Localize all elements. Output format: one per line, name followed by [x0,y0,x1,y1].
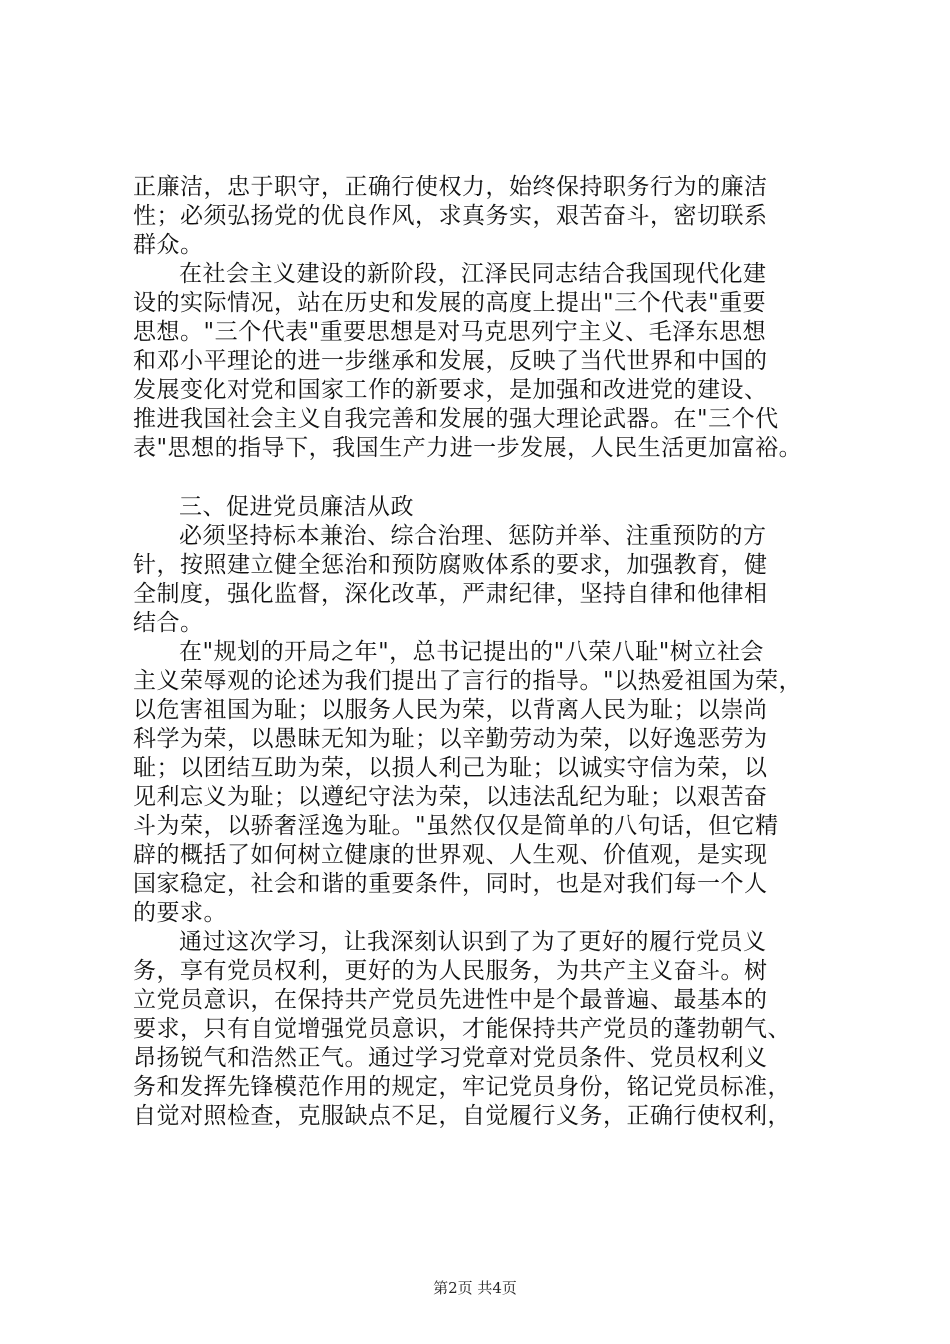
text-line: 务，享有党员权利，更好的为人民服务，为共产主义奋斗。树 [133,958,768,984]
text-line: 昂扬锐气和浩然正气。通过学习党章对党员条件、党员权利义 [133,1045,768,1071]
text-line: 自觉对照检查，克服缺点不足，自觉履行义务，正确行使权利， [133,1103,791,1129]
text-line: 立党员意识，在保持共产党员先进性中是个最普遍、最基本的 [133,987,768,1013]
text-line: 的要求。 [133,900,227,926]
text-line: 科学为荣，以愚昧无知为耻；以辛勤劳动为荣，以好逸恶劳为 [133,726,768,752]
text-line: 斗为荣，以骄奢淫逸为耻。"虽然仅仅是简单的八句话，但它精 [133,813,779,839]
text-line: 正廉洁，忠于职守，正确行使权力，始终保持职务行为的廉洁 [133,174,768,200]
text-line: 要求，只有自觉增强党员意识，才能保持共产党员的蓬勃朝气、 [133,1016,791,1042]
text-line: 结合。 [133,610,204,636]
document-body [133,173,833,1131]
paragraph-start-line: 通过这次学习，让我深刻认识到了为了更好的履行党员义 [179,929,767,955]
text-line: 群众。 [133,232,204,258]
section-heading: 三、促进党员廉洁从政 [179,494,414,520]
text-line: 以危害祖国为耻；以服务人民为荣，以背离人民为耻；以崇尚 [133,697,768,723]
text-line: 辟的概括了如何树立健康的世界观、人生观、价值观，是实现 [133,842,768,868]
text-line: 针，按照建立健全惩治和预防腐败体系的要求，加强教育，健 [133,552,768,578]
text-line: 表"思想的指导下，我国生产力进一步发展，人民生活更加富裕。 [133,435,803,461]
text-line: 设的实际情况，站在历史和发展的高度上提出"三个代表"重要 [133,290,767,316]
text-line: 见利忘义为耻；以遵纪守法为荣，以违法乱纪为耻；以艰苦奋 [133,784,768,810]
page-number-footer: 第2页 共4页 [433,1279,517,1297]
paragraph-gap [133,463,833,493]
text-line: 发展变化对党和国家工作的新要求，是加强和改进党的建设、 [133,377,768,403]
text-line: 务和发挥先锋模范作用的规定，牢记党员身份，铭记党员标准， [133,1074,791,1100]
text-line: 主义荣辱观的论述为我们提出了言行的指导。"以热爱祖国为荣， [133,668,803,694]
text-line: 思想。"三个代表"重要思想是对马克思列宁主义、毛泽东思想 [133,319,767,345]
text-line: 性；必须弘扬党的优良作风，求真务实，艰苦奋斗，密切联系 [133,203,768,229]
text-line: 全制度，强化监督，深化改革，严肃纪律，坚持自律和他律相 [133,581,768,607]
text-line: 推进我国社会主义自我完善和发展的强大理论武器。在"三个代 [133,406,779,432]
text-line: 国家稳定，社会和谐的重要条件，同时，也是对我们每一个人 [133,871,768,897]
paragraph-start-line: 必须坚持标本兼治、综合治理、惩防并举、注重预防的方 [179,523,767,549]
text-line: 耻；以团结互助为荣，以损人利己为耻；以诚实守信为荣，以 [133,755,768,781]
text-line: 和邓小平理论的进一步继承和发展，反映了当代世界和中国的 [133,348,768,374]
paragraph-start-line: 在"规划的开局之年"，总书记提出的"八荣八耻"树立社会 [179,639,764,665]
paragraph-start-line: 在社会主义建设的新阶段，江泽民同志结合我国现代化建 [179,261,767,287]
